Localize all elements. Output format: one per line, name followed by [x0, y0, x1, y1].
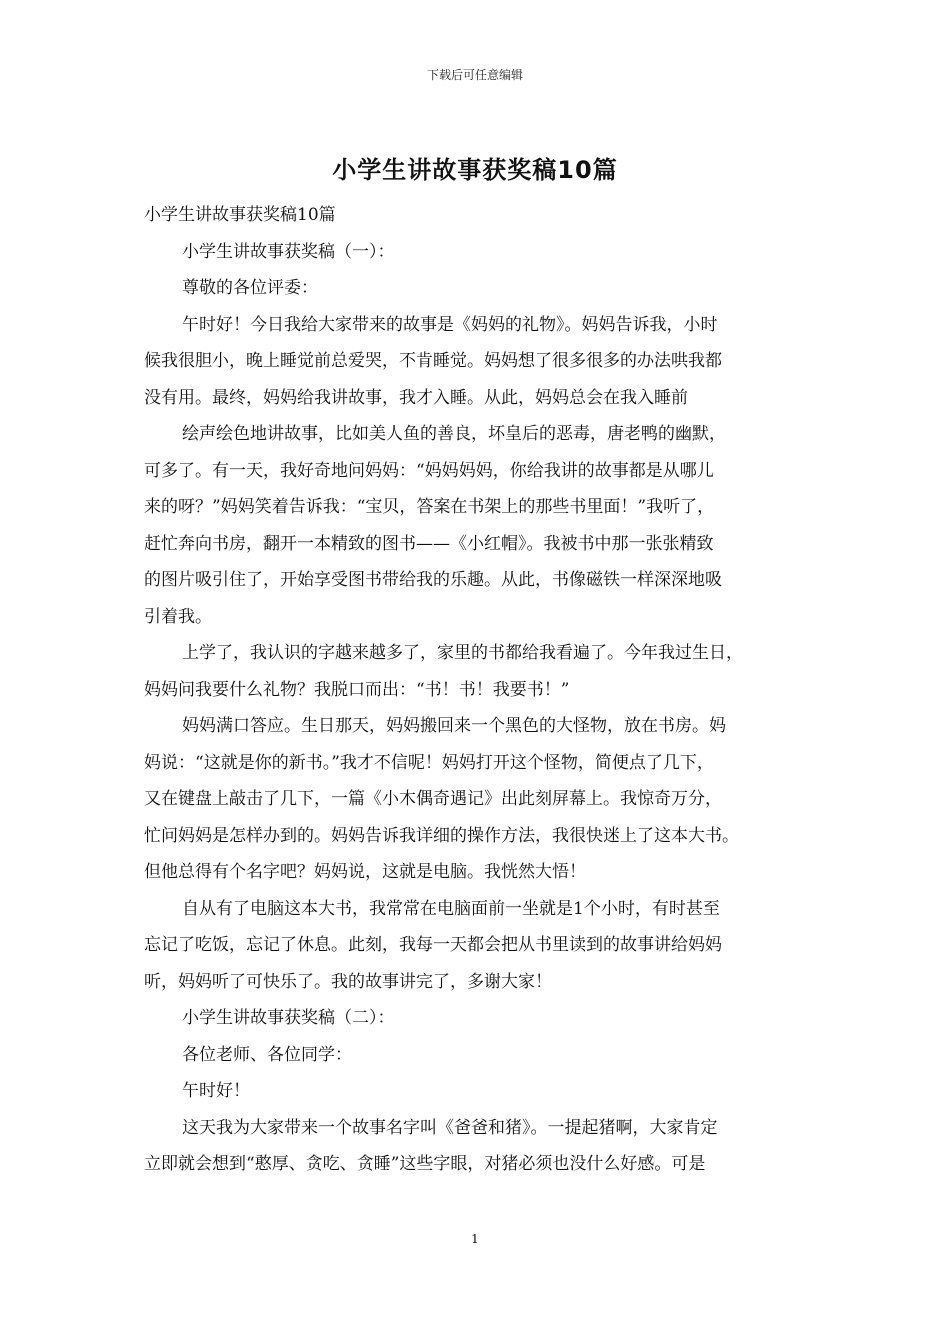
text-line: 引着我。	[144, 606, 212, 627]
text-line: 候我很胆小，晚上睡觉前总爱哭，不肯睡觉。妈妈想了很多很多的办法哄我都	[144, 351, 722, 371]
text-line: 妈妈问我要什么礼物？我脱口而出：“书！书！我要书！”	[144, 679, 570, 700]
text-line: 尊敬的各位评委：	[182, 278, 318, 298]
text-line: 听，妈妈听了可快乐了。我的故事讲完了，多谢大家！	[144, 971, 552, 992]
text-line: 小学生讲故事获奖稿（二）：	[182, 1008, 395, 1028]
text-line: 又在键盘上敲击了几下，一篇《小木偶奇遇记》出此刻屏幕上。我惊奇万分，	[144, 789, 722, 809]
text-line: 立即就会想到“憨厚、贪吃、贪睡”这些字眼，对猪必须也没什么好感。可是	[144, 1154, 706, 1174]
text-line: 忘记了吃饭，忘记了休息。此刻，我每一天都会把从书里读到的故事讲给妈妈	[144, 935, 722, 955]
document-body	[144, 197, 824, 1183]
text-line: 小学生讲故事获奖稿10篇	[144, 205, 336, 225]
text-line: 自从有了电脑这本大书，我常常在电脑面前一坐就是1个小时，有时甚至	[182, 898, 720, 919]
text-line: 各位老师、各位同学：	[182, 1044, 352, 1065]
text-line: 绘声绘色地讲故事，比如美人鱼的善良，坏皇后的恶毒，唐老鸭的幽默，	[182, 424, 726, 444]
text-line: 但他总得有个名字吧？妈妈说，这就是电脑。我恍然大悟！	[144, 862, 586, 882]
text-line: 上学了，我认识的字越来越多了，家里的书都给我看遍了。今年我过生日，	[182, 643, 743, 663]
text-line: 小学生讲故事获奖稿（一）：	[182, 241, 395, 262]
page-header: 下载后可任意编辑	[426, 68, 523, 82]
text-line: 忙问妈妈是怎样办到的。妈妈告诉我详细的操作方法，我很快迷上了这本大书。	[144, 825, 739, 846]
text-line: 可多了。有一天，我好奇地问妈妈：“妈妈妈妈，你给我讲的故事都是从哪儿	[144, 460, 714, 481]
text-line: 没有用。最终，妈妈给我讲故事，我才入睡。从此，妈妈总会在我入睡前	[144, 387, 688, 408]
text-line: 来的呀？”妈妈笑着告诉我：“宝贝，答案在书架上的那些书里面！”我听了，	[144, 497, 715, 517]
page-number: 1	[471, 1232, 479, 1246]
text-line: 这天我为大家带来一个故事名字叫《爸爸和猪》。一提起猪啊，大家肯定	[182, 1117, 718, 1138]
text-line: 妈妈满口答应。生日那天，妈妈搬回来一个黑色的大怪物，放在书房。妈	[182, 716, 726, 736]
text-line: 妈说：“这就是你的新书。”我才不信呢！妈妈打开这个怪物，简便点了几下，	[144, 752, 714, 773]
text-line: 的图片吸引住了，开始享受图书带给我的乐趣。从此，书像磁铁一样深深地吸	[144, 570, 722, 590]
text-line: 午时好！	[182, 1081, 250, 1101]
document-title: 小学生讲故事获奖稿10篇	[332, 156, 618, 184]
text-line: 赶忙奔向书房，翻开一本精致的图书——《小红帽》。我被书中那一张张精致	[144, 533, 714, 554]
text-line: 午时好！今日我给大家带来的故事是《妈妈的礼物》。妈妈告诉我，小时	[182, 314, 718, 335]
